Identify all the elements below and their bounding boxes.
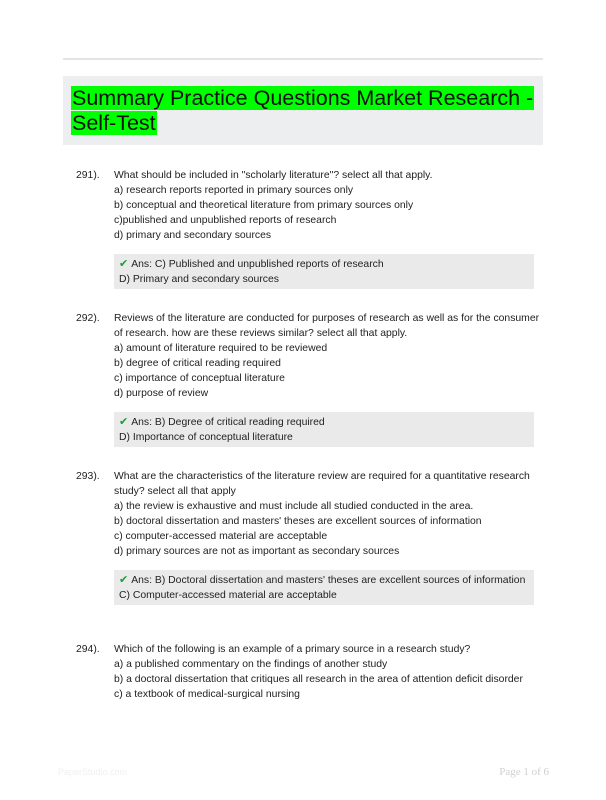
option-b: b) degree of critical reading required	[114, 358, 281, 369]
answer-line	[119, 257, 528, 272]
question-number: 291).	[76, 170, 100, 181]
question-text: Which of the following is an example of a primary source in a research study?	[114, 644, 471, 655]
question-291	[63, 168, 543, 289]
top-divider	[63, 58, 543, 60]
answer-box	[114, 570, 534, 605]
option-c: c) importance of conceptual literature	[114, 373, 285, 384]
option-c: c)published and unpublished reports of research	[114, 215, 337, 226]
option-b: b) doctoral dissertation and masters' theses are excellent sources of information	[114, 516, 482, 527]
title-banner	[63, 76, 543, 145]
answer-line: C) Computer-accessed material are acceptable	[119, 590, 337, 601]
option-b: b) conceptual and theoretical literature from primary sources only	[114, 200, 414, 211]
option-c: c) computer-accessed material are acceptable	[114, 531, 328, 542]
check-icon: ✔	[119, 416, 129, 428]
option-c: c) a textbook of medical-surgical nursing	[114, 689, 300, 700]
answer-line	[119, 415, 528, 430]
answer-line	[119, 573, 528, 588]
answer-line: D) Primary and secondary sources	[119, 274, 279, 285]
option-a: a) amount of literature required to be reviewed	[114, 343, 328, 354]
question-number: 293).	[76, 471, 100, 482]
question-number: 294).	[76, 644, 100, 655]
option-a: a) a published commentary on the findings of another study	[114, 659, 388, 670]
answer-line: D) Importance of conceptual literature	[119, 432, 293, 443]
check-icon: ✔	[119, 258, 129, 270]
answer-box	[114, 254, 534, 289]
question-294	[63, 642, 543, 702]
document-title-text: Summary Practice Questions Market Research - Self-Test	[72, 86, 534, 135]
question-292	[63, 311, 543, 447]
question-text: Reviews of the literature are conducted for purposes of research as well as for the consumer of research. how are these reviews similar? select all that apply.	[114, 313, 540, 339]
option-d: d) primary and secondary sources	[114, 230, 272, 241]
footer-watermark: PaperStudio.com	[58, 767, 128, 777]
answer-text: Ans: B) Degree of critical reading required	[131, 417, 325, 428]
option-a: a) research reports reported in primary sources only	[114, 185, 354, 196]
question-293	[63, 469, 543, 605]
option-b: b) a doctoral dissertation that critiques all research in the area of attention deficit disorder	[114, 674, 523, 685]
page-indicator: Page 1 of 6	[499, 766, 549, 778]
option-d: d) purpose of review	[114, 388, 209, 399]
option-a: a) the review is exhaustive and must include all studied conducted in the area.	[114, 501, 474, 512]
question-text: What are the characteristics of the literature review are required for a quantitative research study? select all that apply	[114, 471, 530, 497]
answer-text: Ans: B) Doctoral dissertation and masters' theses are excellent sources of information	[131, 575, 526, 586]
answer-box	[114, 412, 534, 447]
option-d: d) primary sources are not as important as secondary sources	[114, 546, 400, 557]
document-title	[71, 86, 535, 136]
question-number: 292).	[76, 313, 100, 324]
answer-text: Ans: C) Published and unpublished reports of research	[131, 259, 384, 270]
question-text: What should be included in "scholarly literature"? select all that apply.	[114, 170, 433, 181]
check-icon: ✔	[119, 574, 129, 586]
